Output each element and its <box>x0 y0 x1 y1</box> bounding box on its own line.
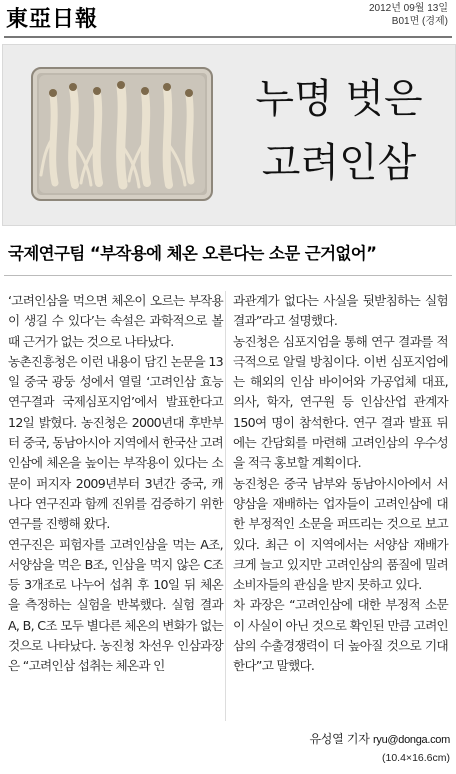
ginseng-tray-image <box>31 67 213 201</box>
paragraph: ‘고려인삼을 먹으면 체온이 오르는 부작용이 생길 수 있다’는 속설은 과학적으로 볼 때 근거가 없는 것으로 나타났다. <box>8 293 223 349</box>
hero-banner <box>2 44 456 226</box>
hero-title <box>229 67 449 195</box>
page-section: B01면 (경제) <box>391 16 448 27</box>
paragraph: 차 과장은 “고려인삼에 대한 부정적 소문이 사실이 아닌 것으로 확인된 만큼 고려인삼의 수출경쟁력이 더 높아질 것으로 기대한다”고 말했다. <box>233 597 448 674</box>
article-size-note: (10.4×16.6cm) <box>382 752 450 764</box>
article-column-left <box>8 291 223 677</box>
paragraph: 농진청은 심포지엄을 통해 연구 결과를 적극적으로 알릴 방침이다. 이번 심포지엄에는 해외의 인삼 바이어와 가공업체 대표, 의사, 학자, 연구원 등 인삼산업 관계자 150여 명이 참석한다. 연구 결과 발표 뒤에는 간담회를 마련해 고려인삼의 우수성을 적극 홍보할 계획이다. <box>233 333 448 471</box>
masthead <box>4 2 452 38</box>
hero-title-line-2: 고려인삼 <box>261 140 417 186</box>
masthead-rule <box>4 36 452 38</box>
byline <box>300 730 450 747</box>
paragraph: 연구진은 피험자를 고려인삼을 먹는 A조, 서양삼을 먹은 B조, 인삼을 먹지 않은 C조 등 3개조로 나누어 섭취 후 10일 뒤 체온을 측정하는 실험을 반복했다. 실험 결과 A, B, C조 모두 별다른 체온의 변화가 없는 것으로 나타났다. 농진청 차선우 인삼과장은 “고려인삼 섭취는 체온과 인 <box>8 536 223 674</box>
article-column-right <box>233 291 448 677</box>
newspaper-logo: 東亞日報 <box>6 6 99 32</box>
column-divider <box>225 291 226 721</box>
reporter-name: 유성열 기자 <box>309 732 370 746</box>
paragraph: 과관계가 없다는 사실을 뒷받침하는 실험 결과”라고 설명했다. <box>233 293 448 329</box>
dateline <box>369 2 448 28</box>
headline-divider <box>4 275 452 276</box>
article-headline: 국제연구팀 “부작용에 체온 오른다는 소문 근거없어” <box>8 244 377 263</box>
paragraph: 농진청은 중국 남부와 동남아시아에서 서양삼을 재배하는 업자들이 고려인삼에 대한 부정적인 소문을 퍼뜨리는 것으로 보고 있다. 최근 이 지역에서는 서양삼 재배가 크게 늘고 있지만 고려인삼의 품질에 밀려 소비자들의 관심을 받지 못하고 있다. <box>233 475 448 593</box>
paragraph: 농촌진흥청은 이런 내용이 담긴 논문을 13일 중국 광둥 성에서 열릴 ‘고려인삼 효능연구결과 국제심포지엄’에서 발표한다고 12일 밝혔다. 농진청은 2000년대 후반부터 중국, 동남아시아 지역에서 한국산 고려인삼에 체온을 높이는 부작용이 있다는 소문이 퍼지자 2009년부터 3년간 중국, 캐나다 연구진과 함께 진위를 검증하기 위한 연구를 진행해 왔다. <box>8 353 223 532</box>
ginseng-icon <box>39 75 205 193</box>
hero-title-line-1: 누명 벗은 <box>255 76 423 122</box>
reporter-email[interactable]: ryu@donga.com <box>373 734 450 746</box>
publication-date: 2012년 09월 13일 <box>368 3 448 14</box>
